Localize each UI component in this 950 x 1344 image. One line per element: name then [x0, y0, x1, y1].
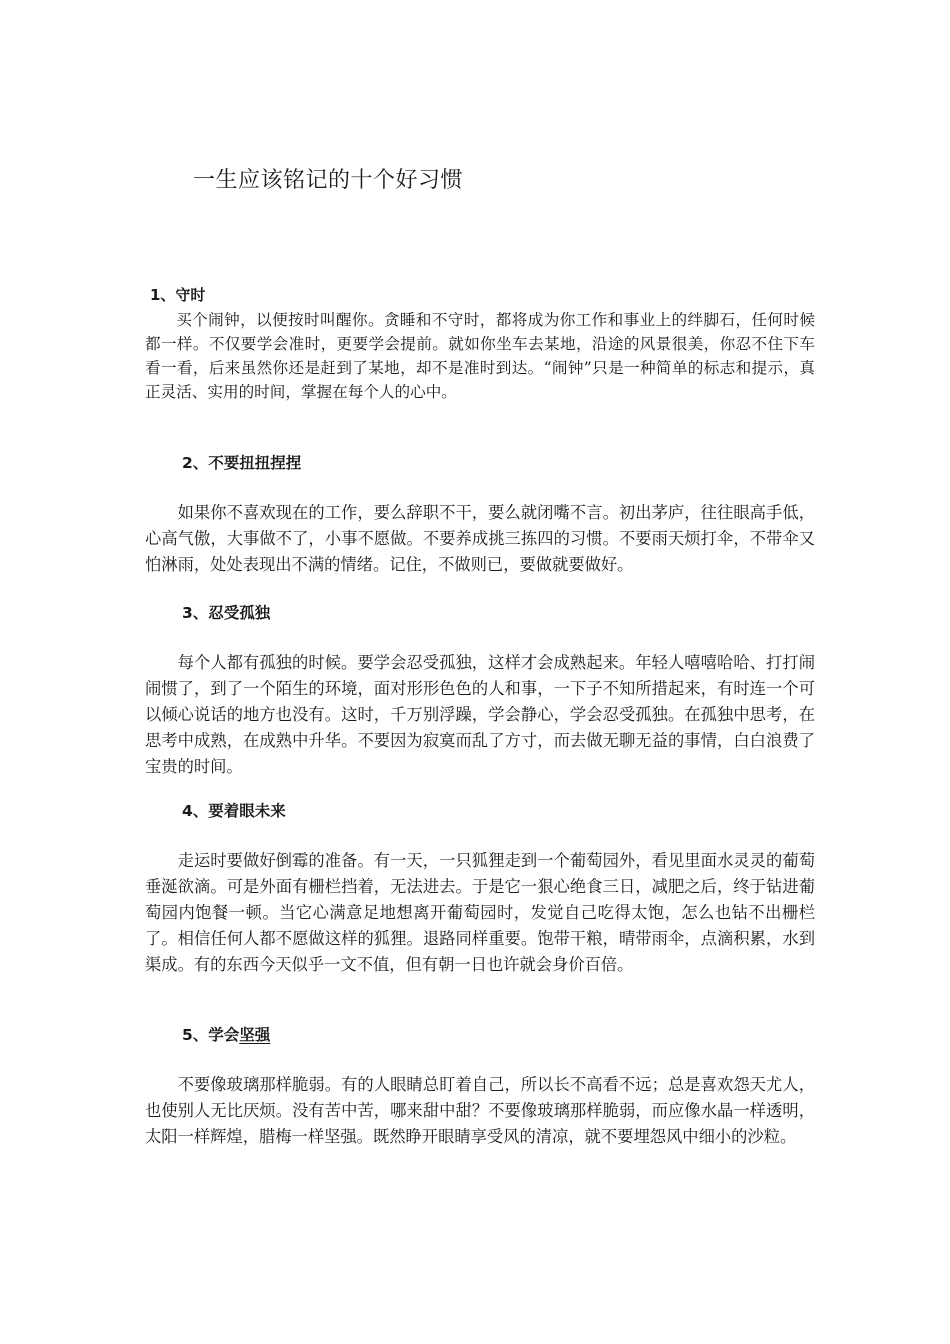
section-heading-5-underlined: 坚强 [239, 1026, 271, 1044]
section-body-5: 不要像玻璃那样脆弱。有的人眼睛总盯着自己，所以长不高看不远；总是喜欢怨天尤人，也使别人无比厌烦。没有苦中苦，哪来甜中甜？不要像玻璃那样脆弱，而应像水晶一样透明，太阳一样辉煌，腊梅一样坚强。既然睁开眼睛享受风的清凉，就不要埋怨风中细小的沙粒。 [145, 1075, 815, 1146]
section-body-3: 每个人都有孤独的时候。要学会忍受孤独，这样才会成熟起来。年轻人嘻嘻哈哈、打打闹闹惯了，到了一个陌生的环境，面对形形色色的人和事，一下子不知所措起来，有时连一个可以倾心说话的地方也没有。这时，千万别浮躁，学会静心，学会忍受孤独。在孤独中思考，在思考中成熟，在成熟中升华。不要因为寂寞而乱了方寸，而去做无聊无益的事情，白白浪费了宝贵的时间。 [145, 653, 815, 776]
section-heading-2: 2、不要扭扭捏捏 [182, 454, 302, 472]
section-heading-1: 1、守时 [150, 286, 206, 304]
section-heading-5-prefix: 5、学会 [182, 1026, 240, 1044]
document-title: 一生应该铭记的十个好习惯 [193, 168, 464, 193]
section-heading-3: 3、忍受孤独 [182, 604, 271, 622]
section-body-1: 买个闹钟，以便按时叫醒你。贪睡和不守时，都将成为你工作和事业上的绊脚石，任何时候都一样。不仅要学会准时，更要学会提前。就如你坐车去某地，沿途的风景很美，你忍不住下车看一看，后来虽然你还是赶到了某地，却不是准时到达。“闹钟”只是一种简单的标志和提示，真正灵活、实用的时间，掌握在每个人的心中。 [145, 311, 815, 401]
section-heading-4: 4、要着眼未来 [182, 802, 286, 820]
section-body-2: 如果你不喜欢现在的工作，要么辞职不干，要么就闭嘴不言。初出茅庐，往往眼高手低，心高气傲，大事做不了，小事不愿做。不要养成挑三拣四的习惯。不要雨天烦打伞，不带伞又怕淋雨，处处表现出不满的情绪。记住，不做则已，要做就要做好。 [145, 503, 815, 574]
section-body-4: 走运时要做好倒霉的准备。有一天，一只狐狸走到一个葡萄园外，看见里面水灵灵的葡萄垂涎欲滴。可是外面有栅栏挡着，无法进去。于是它一狠心绝食三日，减肥之后，终于钻进葡萄园内饱餐一顿。当它心满意足地想离开葡萄园时，发觉自己吃得太饱，怎么也钻不出栅栏了。相信任何人都不愿做这样的狐狸。退路同样重要。饱带干粮，晴带雨伞，点滴积累，水到渠成。有的东西今天似乎一文不值，但有朝一日也许就会身价百倍。 [145, 851, 815, 974]
section-heading-5 [182, 1024, 270, 1046]
